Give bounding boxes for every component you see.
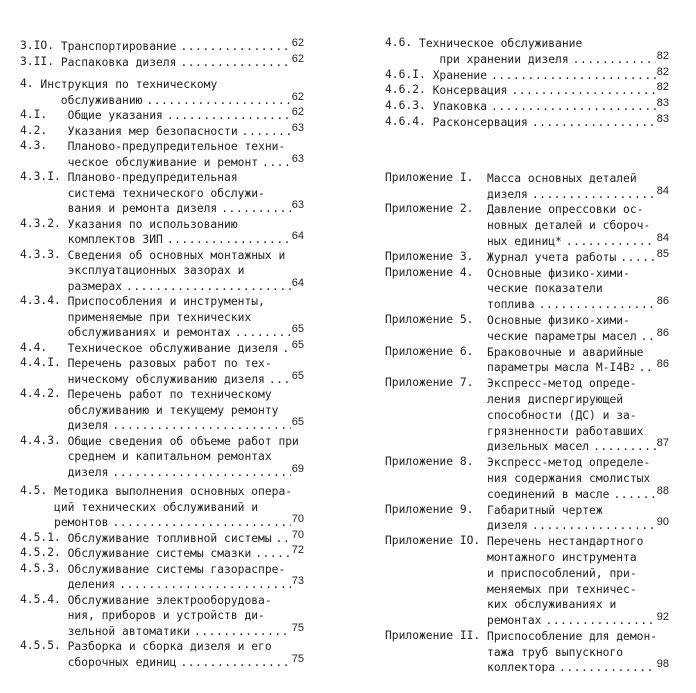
toc-entry-text: система технического обслужи-: [67, 186, 265, 200]
dot-leader: [620, 250, 655, 266]
dot-leader: [167, 108, 291, 124]
toc-entry: [385, 171, 669, 203]
toc-entry-text: меняемых при техничес-: [487, 582, 637, 596]
toc-entry-text: топлива: [487, 298, 535, 312]
dot-leader: [194, 624, 291, 640]
dot-leader: [276, 531, 291, 547]
dot-leader: [112, 515, 290, 531]
page-number: 83: [656, 112, 669, 125]
toc-entry-text: обслуживанию и текущему ремонту: [67, 403, 279, 417]
page-number: 84: [656, 231, 669, 244]
dot-leader: [269, 372, 291, 388]
toc-entry-text: дизеля: [487, 187, 528, 201]
toc-entry: [385, 629, 669, 676]
toc-entry-text: Указания по использованию: [67, 217, 238, 231]
toc-entry: [20, 248, 304, 295]
page-number: 72: [291, 544, 304, 556]
toc-entry-number: 4.4.3.: [20, 433, 68, 447]
toc-entry-number: 4.5.5.: [20, 639, 68, 652]
page-number: 92: [656, 611, 669, 624]
toc-entry: [385, 534, 669, 629]
dot-leader: [559, 660, 656, 676]
toc-entry-number: 4.5.1.: [20, 530, 68, 544]
dot-leader: [242, 124, 291, 140]
toc-entry: [385, 503, 669, 535]
toc-entry-text: Общие указания: [67, 109, 163, 122]
toc-entry: [385, 313, 669, 345]
toc-entry-number: 4.: [20, 77, 41, 90]
toc-entry-text: Планово-предупредительное техни-: [67, 140, 286, 153]
toc-entry-text: Общие сведения об объеме работ при: [67, 434, 299, 448]
toc-entry: [20, 217, 304, 248]
dot-leader: [491, 99, 656, 115]
toc-entry: [20, 434, 304, 481]
page-number: 82: [656, 65, 669, 78]
toc-entry-number: Приложение 5.: [385, 312, 488, 326]
page-number: 82: [656, 81, 669, 94]
toc-entry-text: Упаковка: [432, 100, 488, 114]
toc-entry: [385, 376, 669, 455]
page-number: 86: [656, 358, 669, 371]
toc-entry-number: 4.6.: [385, 36, 420, 49]
toc-entry-number: Приложение 8.: [385, 455, 488, 469]
toc-entry-text: ких обслуживаниях и: [487, 598, 617, 612]
dot-leader: [167, 232, 291, 248]
toc-entry-text: Техническое обслуживание дизеля: [67, 341, 279, 355]
dot-leader: [235, 325, 291, 341]
dot-leader: [573, 52, 656, 68]
toc-entry: [385, 112, 669, 131]
toc-entry-text: Масса основных деталей: [487, 171, 637, 185]
toc-entry-text: ления диспергирующей: [487, 392, 624, 406]
toc-entry-text: Методика выполнения основных опера-: [54, 485, 293, 498]
dot-leader: [566, 234, 656, 250]
subscript: 2: [629, 363, 635, 373]
toc-entry-number: Приложение IO.: [385, 534, 488, 548]
toc-entry-text: размерах: [67, 279, 123, 293]
toc-entry-number: 3.IO.: [20, 39, 61, 52]
page-number: 62: [291, 106, 304, 118]
dot-leader: [180, 655, 290, 671]
toc-entry: [20, 108, 304, 124]
page-number: 88: [656, 484, 669, 497]
page-number: 73: [291, 575, 304, 587]
toc-entry-number: 4.6.4.: [385, 114, 433, 128]
toc-entry-number: 4.5.: [20, 484, 55, 497]
toc-entry-text: ния содержания смолистых: [487, 471, 651, 485]
toc-entry-number: 4.I.: [20, 108, 68, 121]
toc-entry-text: Журнал учета работы: [487, 250, 617, 264]
dot-leader: [180, 55, 290, 71]
toc-entry-text: дизеля: [487, 519, 528, 533]
toc-entry-text: Перечень работ по техническому: [67, 388, 272, 401]
toc-entry-number: 4.5.4.: [20, 592, 68, 606]
toc-entry-text: Сведения об основных монтажных и: [67, 248, 286, 262]
toc-entry: [20, 77, 304, 108]
page-number: 62: [291, 52, 304, 65]
dot-leader: [112, 418, 290, 434]
toc-entry: [20, 170, 304, 217]
dot-leader: [532, 115, 656, 131]
toc-entry-number: 4.5.2.: [20, 546, 68, 559]
toc-entry-text: зельной автоматики: [67, 624, 191, 638]
dot-leader: [255, 546, 291, 562]
page-number: 64: [291, 276, 304, 289]
toc-entry: [385, 345, 669, 377]
toc-entry-text: Браковочные и аварийные: [487, 345, 644, 359]
toc-entry-text: Давление опрессовки ос-: [487, 203, 644, 217]
toc-entry: [20, 52, 304, 71]
toc-entry-number: Приложение 4.: [385, 265, 488, 279]
toc-entry-number: 4.5.3.: [20, 561, 68, 575]
toc-entry: [385, 65, 669, 84]
dot-leader: [119, 577, 291, 593]
toc-entry-number: Приложение I.: [385, 170, 488, 184]
dot-leader: [593, 439, 656, 455]
toc-entry-text: вания и ремонта дизеля: [67, 202, 218, 215]
toc-entry-text: тажа труб выпускного: [487, 645, 624, 659]
dot-leader: [112, 465, 290, 481]
toc-entry-text: ческие показатели: [487, 282, 603, 296]
toc-entry-text: Техническое обслуживание: [419, 37, 583, 50]
dot-leader: [613, 487, 655, 503]
toc-entry: [20, 593, 304, 640]
toc-entry-text: соединений в масле: [487, 487, 610, 501]
toc-entry-text: ремонтах: [487, 614, 542, 628]
toc-entry: [385, 36, 669, 68]
page-number: 65: [291, 416, 304, 428]
toc-entry: [20, 387, 304, 434]
page-number: 86: [656, 326, 669, 339]
toc-entry: [385, 247, 669, 266]
toc-right-column: [385, 36, 669, 676]
dot-leader: [262, 155, 291, 171]
page-number: 62: [291, 37, 304, 49]
toc-entry-text: Инструкция по техническому: [40, 78, 218, 91]
toc-entry-text: применяемые при технических: [67, 310, 252, 324]
dot-leader: [511, 83, 655, 99]
toc-entry-text: монтажного инструмента: [487, 550, 637, 564]
toc-entry-number: Приложение 9.: [385, 502, 488, 516]
page-number: 63: [291, 199, 304, 211]
toc-entry-text: Экспресс-метод опреде-: [487, 377, 637, 391]
toc-entry-text: Перечень нестандартного: [487, 535, 644, 549]
dot-leader: [545, 613, 655, 629]
toc-entry-text: Основные физико-хими-: [487, 313, 630, 327]
page-number: 90: [656, 516, 669, 529]
toc-entry-text: Расконсервация: [432, 115, 528, 129]
toc-entry-text: Приспособления и инструменты,: [67, 295, 265, 308]
toc-entry-text: обслуживаниях и ремонтах: [67, 326, 231, 339]
toc-entry: [385, 455, 669, 502]
toc-entry-text: новных деталей и сбороч-: [487, 219, 651, 233]
toc-entry-number: 4.4.2.: [20, 387, 68, 400]
toc-entry-text: грязненности работавших: [487, 424, 644, 438]
toc-entry-number: 4.3.2.: [20, 216, 68, 230]
toc-entry-number: 4.3.: [20, 139, 68, 152]
dot-leader: [126, 279, 291, 295]
dot-leader: [539, 297, 656, 313]
toc-entry-number: Приложение 3.: [385, 249, 488, 263]
toc-entry-number: 4.6.I.: [385, 67, 433, 81]
toc-entry: [20, 546, 304, 562]
toc-entry-text: сборочных единиц: [67, 655, 177, 669]
toc-entry-text: и приспособлений, при-: [487, 566, 637, 580]
toc-entry-number: 4.3.3.: [20, 247, 68, 261]
dot-leader: [532, 187, 656, 203]
dot-leader: [491, 68, 656, 84]
toc-entry-text: ческие параметры масел: [487, 329, 637, 343]
page-number: 83: [656, 97, 669, 110]
toc-entry-text: Планово-предупредительная: [67, 171, 238, 184]
toc-entry-text: Хранение: [432, 68, 488, 82]
toc-entry-number: 4.3.I.: [20, 170, 68, 183]
dot-leader: [532, 518, 656, 534]
toc-entry-text: Перечень разовых работ по тех-: [67, 357, 272, 370]
toc-entry: [20, 338, 304, 357]
toc-entry-text: обслуживанию: [40, 93, 143, 107]
toc-entry-text: Экспресс-метод определе-: [487, 456, 651, 470]
toc-entry-text: дизельных масел: [487, 440, 590, 454]
toc-entry: [20, 39, 304, 55]
toc-entry-text: коллектора: [487, 661, 556, 675]
page-number: 75: [291, 621, 304, 634]
toc-entry-text: ческое обслуживание и ремонт: [67, 155, 259, 169]
toc-entry-text: Транспортирование: [60, 40, 177, 53]
toc-entry: [385, 99, 669, 115]
toc-entry-number: Приложение 6.: [385, 344, 488, 358]
toc-entry: [20, 562, 304, 593]
toc-entry-text: дизеля: [67, 419, 109, 432]
toc-entry-number: 4.6.3.: [385, 99, 433, 113]
toc-entry: [20, 121, 304, 140]
toc-entry-text: ническому обслуживанию дизеля: [67, 372, 265, 386]
page-number: 65: [291, 338, 304, 351]
page-number: 85: [656, 247, 669, 260]
toc-entry-text: Обслуживание системы смазки: [67, 547, 252, 560]
dot-leader: [282, 341, 290, 357]
page-number: 62: [291, 90, 304, 103]
toc-entry: [20, 639, 304, 670]
toc-entry-number: Приложение II.: [385, 628, 488, 642]
page-number: 64: [291, 230, 304, 242]
page-number: 69: [291, 462, 304, 475]
toc-entry: [20, 139, 304, 170]
toc-left-column: [20, 39, 304, 670]
toc-entry: [20, 294, 304, 341]
page-number: 63: [291, 121, 304, 134]
toc-entry-text: деления: [67, 578, 116, 591]
toc-entry-text: среднем и капитальном ремонтах: [67, 450, 272, 463]
toc-entry-number: 4.4.I.: [20, 356, 68, 369]
toc-entry-number: 4.6.2.: [385, 83, 433, 97]
toc-entry-text: дизеля: [67, 465, 109, 479]
page-number: 65: [291, 369, 304, 382]
dot-leader: [146, 93, 290, 109]
page-number: 63: [291, 152, 304, 165]
toc-entry: [385, 83, 669, 99]
toc-entry-number: 4.3.4.: [20, 294, 68, 307]
toc-entry-text: Габаритный чертеж: [487, 503, 603, 517]
toc-entry-text: параметры масла М-I4В: [487, 361, 630, 375]
toc-entry-text: Приспособление для демон-: [487, 629, 658, 643]
page-number: 70: [291, 513, 304, 525]
toc-entry-text: эксплуатационных зазорах и: [67, 264, 245, 277]
toc-entry-number: Приложение 2.: [385, 202, 488, 216]
dot-leader: [221, 201, 291, 217]
toc-entry-text: комплектов ЗИП: [67, 233, 163, 246]
toc-entry-text: Обслуживание топливной системы: [67, 531, 272, 545]
page-number: 86: [656, 295, 669, 308]
page-number: 70: [291, 528, 304, 541]
dot-leader: [641, 329, 656, 345]
dot-leader: [180, 39, 290, 55]
toc-entry-text: при хранении дизеля: [419, 52, 569, 66]
dot-leader: [639, 360, 656, 376]
toc-entry-text: способности (ДС) и за-: [487, 408, 637, 422]
toc-entry-text: Обслуживание системы газораспре-: [67, 562, 286, 576]
toc-entry: [385, 266, 669, 313]
toc-entry-number: 4.2.: [20, 123, 68, 137]
toc-entry-number: Приложение 7.: [385, 376, 488, 390]
toc-entry: [385, 202, 669, 249]
page-number: 87: [656, 437, 669, 450]
toc-entry-text: Разборка и сборка дизеля и его: [67, 640, 272, 653]
toc-entry-text: Обслуживание электрооборудова-: [67, 593, 272, 607]
toc-entry-text: ций технических обслуживаний и: [54, 500, 259, 514]
page-number: 98: [656, 658, 669, 671]
page-number: 84: [656, 184, 669, 197]
page-number: 82: [656, 49, 669, 62]
toc-entry-text: ных единиц*: [487, 234, 562, 248]
toc-entry-text: Указания мер безопасности: [67, 124, 238, 138]
toc-entry: [20, 356, 304, 387]
toc-entry: [20, 484, 304, 531]
page-number: 75: [291, 652, 304, 665]
toc-entry-text: Консервация: [432, 84, 508, 98]
toc-entry-number: 4.4.: [20, 340, 68, 354]
toc-entry-text: Распаковка дизеля: [60, 55, 177, 69]
toc-entry: [20, 528, 304, 547]
toc-entry-number: 3.II.: [20, 54, 61, 68]
toc-entry-text: ремонтов: [54, 516, 109, 529]
toc-entry-text: ния, приборов и устройств ди-: [67, 609, 265, 622]
page-number: 65: [291, 323, 304, 335]
toc-entry-text: Основные физико-хими-: [487, 266, 630, 280]
